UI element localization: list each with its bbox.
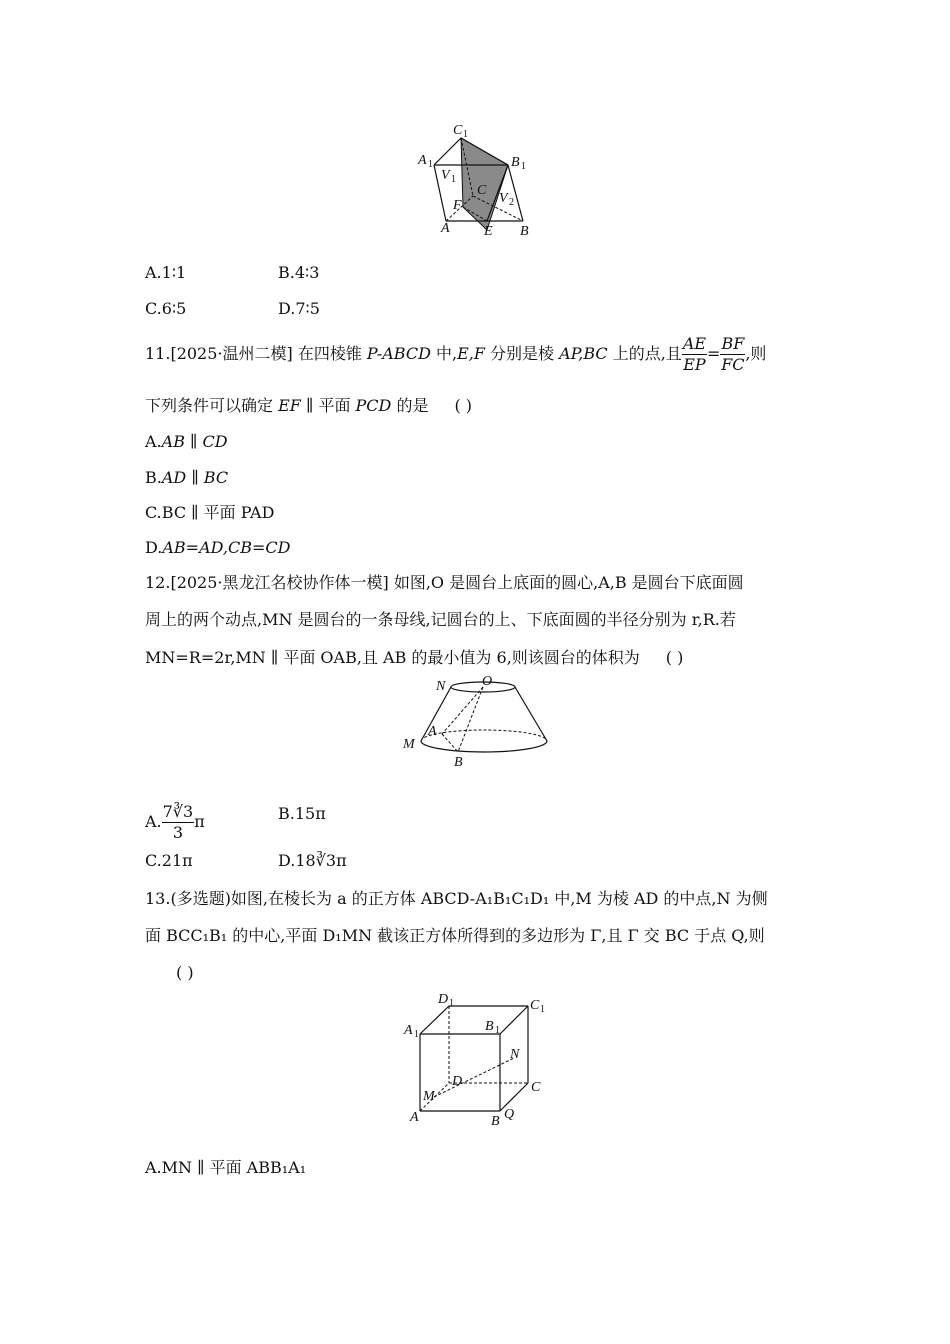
label-C: C <box>531 1080 541 1095</box>
answer-paren: ( ) <box>665 648 684 667</box>
q12-stem-line1: 12.[2025·黑龙江名校协作体一模] 如图,O 是圆台上底面的圆心,A,B 是圆台下底面圆 <box>145 573 744 592</box>
svg-text:1: 1 <box>449 998 454 1009</box>
q12-option-d[interactable]: D.18∛3π <box>278 851 347 870</box>
label-N: N <box>510 1047 520 1062</box>
label-M: M <box>423 1089 435 1104</box>
q11-option-a[interactable]: A.AB ∥ CD <box>145 432 228 451</box>
q12-stem-line2: 周上的两个动点,MN 是圆台的一条母线,记圆台的上、下底面圆的半径分别为 r,R.若 <box>145 610 736 629</box>
q13-stem-line1: 13.(多选题)如图,在棱长为 a 的正方体 ABCD-A₁B₁C₁D₁ 中,M 为棱 AD 的中点,N 为侧 <box>145 889 768 908</box>
label-A: A <box>441 221 450 236</box>
q12-stem-line3: MN=R=2r,MN ∥ 平面 OAB,且 AB 的最小值为 6,则该圆台的体积为 ( ) <box>145 648 684 667</box>
label-O: O <box>482 676 493 689</box>
svg-text:1: 1 <box>521 161 526 172</box>
label-A1: A <box>418 153 427 168</box>
q13-option-a[interactable]: A.MN ∥ 平面 ABB₁A₁ <box>145 1158 307 1177</box>
label-B: B <box>520 224 529 239</box>
svg-text:1: 1 <box>540 1004 545 1015</box>
frustum-figure <box>400 676 550 772</box>
svg-text:1: 1 <box>451 174 456 185</box>
ratio-bf-fc: $\frac{BF}{FC}$ <box>721 334 745 374</box>
label-D: D <box>452 1074 463 1089</box>
label-M: M <box>403 737 415 752</box>
label-C: C <box>477 183 487 198</box>
q12-option-b[interactable]: B.15π <box>278 804 326 823</box>
q12-option-c[interactable]: C.21π <box>145 851 193 870</box>
q10-option-d[interactable]: D.7∶5 <box>278 299 320 318</box>
svg-text:2: 2 <box>509 197 514 208</box>
label-V2: V <box>499 191 508 206</box>
q10-option-b[interactable]: B.4∶3 <box>278 263 320 282</box>
label-B1: B <box>485 1019 494 1034</box>
label-D1: D <box>438 992 449 1007</box>
q10-option-c[interactable]: C.6∶5 <box>145 299 187 318</box>
q11-option-c[interactable]: C.BC ∥ 平面 PAD <box>145 503 275 522</box>
q13-stem-line2: 面 BCC₁B₁ 的中心,平面 D₁MN 截该正方体所得到的多边形为 Γ,且 Γ 交 BC 于点 Q,则 <box>145 926 765 945</box>
q11-stem-line1: 11.[2025·温州二模] 在四棱锥 P-ABCD 中,E,F 分别是棱 AP,BC 上的点,且 $\frac{AE}{EP}$ = $\frac{BF}{FC}$ ,则 <box>145 334 767 374</box>
svg-text:1: 1 <box>428 159 433 170</box>
label-A1: A <box>404 1023 413 1038</box>
svg-text:1: 1 <box>495 1025 500 1036</box>
label-C1: C <box>453 123 463 138</box>
svg-text:1: 1 <box>463 129 468 140</box>
answer-paren: ( ) <box>176 963 194 982</box>
label-B: B <box>491 1114 500 1129</box>
ratio-ae-ep: $\frac{AE}{EP}$ <box>682 334 707 374</box>
q11-stem-line2: 下列条件可以确定 EF ∥ 平面 PCD 的是 ( ) <box>145 396 473 415</box>
label-B: B <box>454 755 463 770</box>
q12-option-a[interactable]: A. $\frac{7∛3}{3}$ π <box>145 802 205 842</box>
label-Q: Q <box>504 1107 515 1122</box>
label-B1: B <box>511 155 520 170</box>
label-N: N <box>436 679 446 694</box>
label-E: E <box>484 224 493 239</box>
svg-text:1: 1 <box>414 1029 419 1040</box>
prism-figure <box>410 118 550 240</box>
label-A: A <box>410 1110 419 1125</box>
label-A: A <box>428 724 437 739</box>
label-F: F <box>453 198 462 213</box>
label-C1: C <box>530 998 540 1013</box>
label-V1: V <box>441 168 450 183</box>
q11-option-b[interactable]: B.AD ∥ BC <box>145 468 229 487</box>
cube-figure <box>400 990 555 1130</box>
q11-option-d[interactable]: D.AB=AD,CB=CD <box>145 538 291 557</box>
q10-option-a[interactable]: A.1∶1 <box>145 263 187 282</box>
answer-paren: ( ) <box>454 396 473 415</box>
